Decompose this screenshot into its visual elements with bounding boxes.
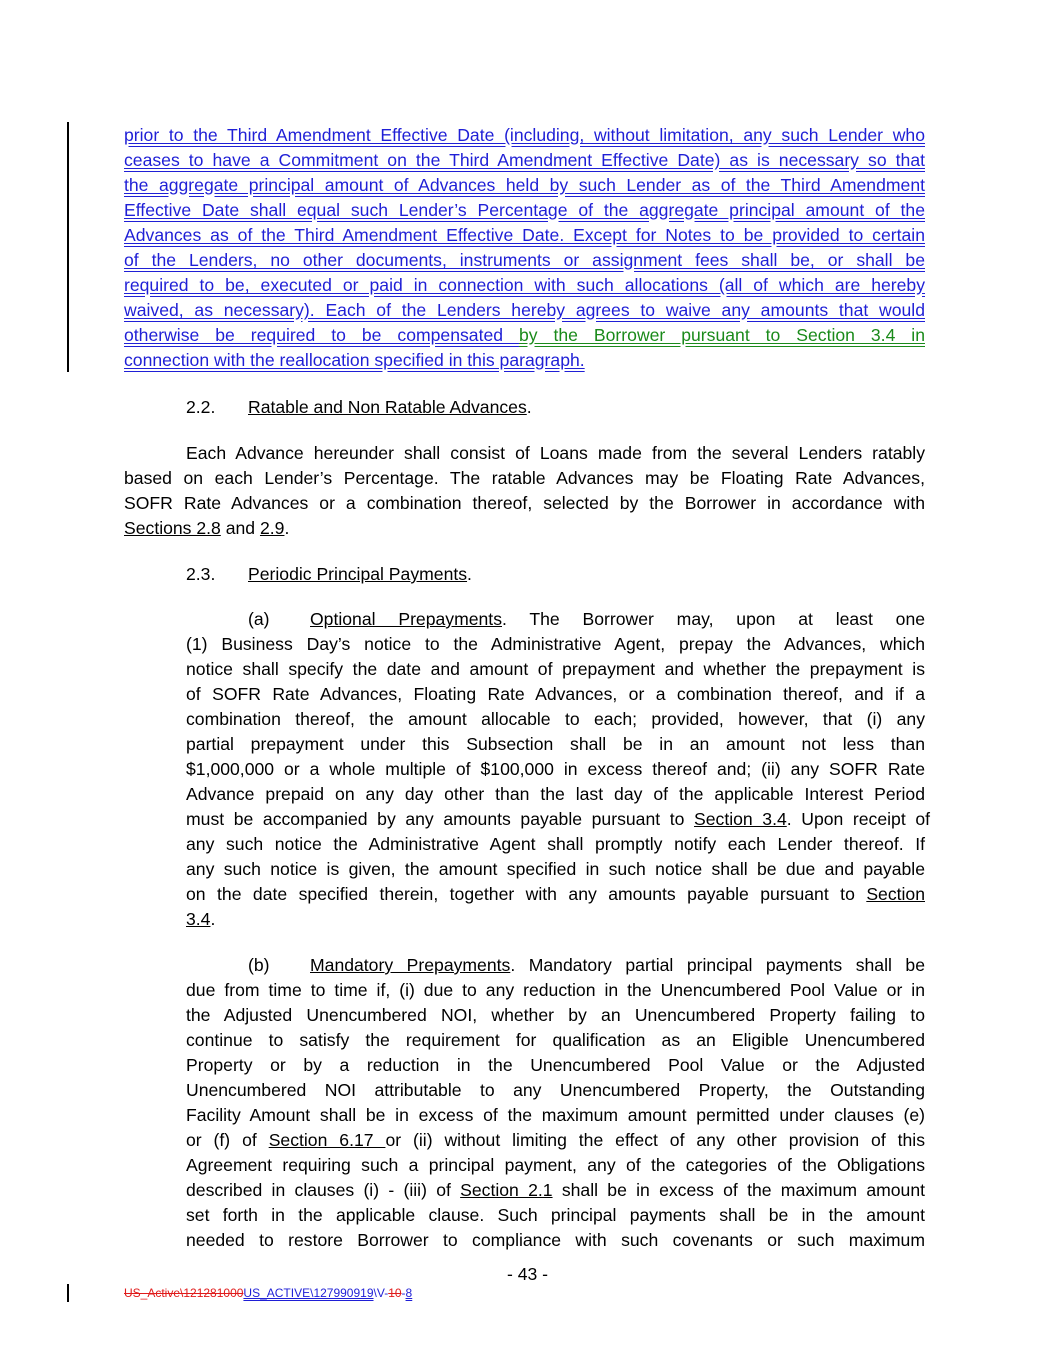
section-2-3-heading — [186, 562, 472, 587]
body-line: Agreement requiring such a principal payment, any of the categories of the Obligations — [186, 1155, 925, 1175]
body-line: based on each Lender’s Percentage. The ratable Advances may be Floating Rate Advances, — [124, 468, 925, 488]
body-line: Facility Amount shall be in excess of the maximum amount permitted under clauses (e) — [186, 1105, 925, 1125]
body-line: $1,000,000 or a whole multiple of $100,000 in excess thereof and; (ii) any SOFR Rate — [186, 759, 925, 779]
subsection-title: Mandatory Prepayments — [310, 955, 511, 975]
intro-line: of the Lenders, no other documents, instruments or assignment fees shall be, or shall be — [124, 250, 925, 270]
body-line: due from time to time if, (i) due to any reduction in the Unencumbered Pool Value or in — [186, 980, 925, 1000]
deleted-text: US_Active\121281000 — [124, 1286, 244, 1300]
body-text: . Mandatory partial principal payments shall be — [510, 955, 925, 975]
body-line: SOFR Rate Advances or a combination thereof, selected by the Borrower in accordance with — [124, 493, 925, 513]
intro-line: Advances as of the Third Amendment Effective Date. Except for Notes to be provided to certain — [124, 225, 925, 245]
body-line: set forth in the applicable clause. Such principal payments shall be in the amount — [186, 1205, 925, 1225]
section-2-2-heading — [186, 395, 532, 420]
intro-line: ceases to have a Commitment on the Third Amendment Effective Date) as is necessary so that — [124, 150, 925, 170]
footer-dash: - — [401, 1286, 406, 1300]
body-text: or (f) of — [186, 1130, 269, 1150]
body-text: shall be in excess of the maximum amount — [552, 1180, 925, 1200]
body-line — [186, 607, 925, 632]
section-title: Ratable and Non Ratable Advances — [248, 397, 527, 417]
cross-reference: Section 3.4 — [694, 809, 787, 829]
body-line: notice shall specify the date and amount of prepayment and whether the prepayment is — [186, 659, 925, 679]
body-text: . — [210, 909, 216, 929]
body-line — [124, 516, 925, 541]
body-line: combination thereof, the amount allocable to each; provided, however, that (i) any — [186, 709, 925, 729]
body-text: described in clauses (i) - (iii) of — [186, 1180, 461, 1200]
body-line: needed to restore Borrower to compliance with such covenants or such maximum — [186, 1230, 925, 1250]
body-line: Property or by a reduction in the Unencumbered Pool Value or the Adjusted — [186, 1055, 925, 1075]
cross-reference: 3.4 — [186, 909, 211, 929]
inserted-text: US_ACTIVE\127990919 — [243, 1286, 374, 1300]
footer-separator: \V- — [373, 1286, 389, 1300]
cross-reference: Section 2.1 — [460, 1180, 553, 1200]
intro-line: Effective Date shall equal such Lender’s Percentage of the aggregate principal amount of the — [124, 200, 925, 220]
body-line: Each Advance hereunder shall consist of Loans made from the several Lenders ratably — [186, 443, 925, 463]
subsection-label: (a) — [248, 609, 270, 629]
body-line: Unencumbered NOI attributable to any Unencumbered Property, the Outstanding — [186, 1080, 925, 1100]
body-line — [186, 1178, 925, 1203]
body-line: the Adjusted Unencumbered NOI, whether by an Unencumbered Property failing to — [186, 1005, 925, 1025]
body-line: (1) Business Day’s notice to the Administrative Agent, prepay the Advances, which — [186, 634, 925, 654]
deleted-text: 10 — [388, 1286, 402, 1300]
body-line — [186, 882, 925, 907]
body-text: . — [284, 518, 290, 538]
subsection-label: (b) — [248, 955, 270, 975]
body-line — [186, 953, 925, 978]
change-bar — [67, 122, 69, 372]
cross-reference: 2.9 — [259, 518, 285, 538]
body-line: Advance prepaid on any day other than the last day of the applicable Interest Period — [186, 784, 925, 804]
moved-text: by the Borrower pursuant to Section 3.4 in — [518, 325, 925, 345]
section-title: Periodic Principal Payments — [248, 564, 468, 584]
section-2-2-body — [124, 441, 925, 541]
section-number: 2.3. — [186, 564, 216, 584]
subsection-title: Optional Prepayments — [310, 609, 502, 629]
body-text: on the date specified therein, together with any amounts payable pursuant to — [186, 884, 867, 904]
body-line: any such notice the Administrative Agent shall promptly notify each Lender thereof. If — [186, 834, 925, 854]
section-title-suffix: . — [526, 397, 532, 417]
body-text: . Upon receipt of — [786, 809, 930, 829]
body-line — [186, 1128, 925, 1153]
body-line: continue to satisfy the requirement for qualification as an Eligible Unencumbered — [186, 1030, 925, 1050]
subsection-a — [186, 607, 930, 932]
body-line: partial prepayment under this Subsection shall be in an amount not less than — [186, 734, 925, 754]
intro-line: prior to the Third Amendment Effective Date (including, without limitation, any such Lender who — [124, 125, 925, 145]
inserted-text: 8 — [405, 1286, 413, 1300]
cross-reference: Section — [866, 884, 925, 904]
body-line: of SOFR Rate Advances, Floating Rate Advances, or a combination thereof, and if a — [186, 684, 925, 704]
intro-paragraph — [124, 123, 925, 373]
cross-reference: Section 6.17 — [268, 1130, 386, 1150]
intro-line: required to be, executed or paid in connection with such allocations (all of which are hereby — [124, 275, 925, 295]
body-line — [186, 907, 925, 932]
body-text: or (ii) without limiting the effect of any other provision of this — [385, 1130, 925, 1150]
intro-line: connection with the reallocation specified in this paragraph. — [124, 350, 585, 370]
intro-line — [124, 323, 925, 348]
body-text: and — [220, 518, 260, 538]
intro-line: waived, as necessary). Each of the Lenders hereby agrees to waive any amounts that would — [124, 300, 925, 320]
intro-line: the aggregate principal amount of Advances held by such Lender as of the Third Amendment — [124, 175, 925, 195]
inserted-text: otherwise be required to be compensated — [124, 325, 519, 345]
cross-reference: Sections 2.8 — [124, 518, 221, 538]
body-text: must be accompanied by any amounts payable pursuant to — [186, 809, 694, 829]
body-text: . The Borrower may, upon at least one — [502, 609, 926, 629]
body-line: any such notice is given, the amount specified in such notice shall be due and payable — [186, 859, 925, 879]
section-title-suffix: . — [467, 564, 472, 584]
page-number: - 43 - — [506, 1264, 549, 1284]
section-number: 2.2. — [186, 397, 216, 417]
subsection-b — [186, 953, 925, 1253]
document-footer-id — [124, 1285, 412, 1301]
body-line — [186, 807, 930, 832]
